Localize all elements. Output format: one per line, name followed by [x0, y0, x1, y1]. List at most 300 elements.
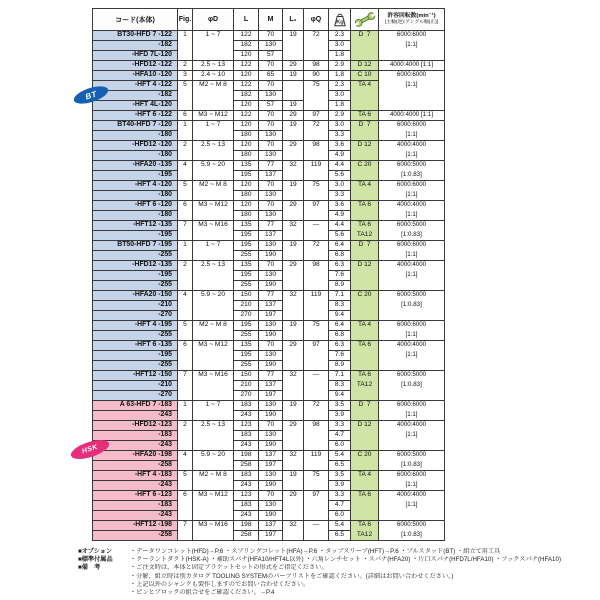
cell-dia: [192, 460, 233, 470]
cell-dia: M2 ~ M 8: [192, 320, 233, 330]
cell-m: 77: [258, 290, 282, 300]
note-label: [78, 589, 130, 597]
cell-weight: 4.7: [328, 430, 350, 440]
cell-l1: [282, 170, 303, 180]
cell-l: 182: [233, 40, 258, 50]
cell-fig: [177, 390, 192, 400]
cell-l1: [282, 280, 303, 290]
table-row: [93, 510, 444, 520]
table-row: [93, 500, 444, 510]
cell-dia: [192, 480, 233, 490]
cell-code: -195: [93, 230, 177, 240]
cell-l: 195: [233, 320, 258, 330]
header-rpm-line2: [主軸(逆):アングル軸(正)]: [384, 20, 439, 26]
table-row: [93, 520, 444, 530]
table-row: [93, 120, 444, 130]
cell-dia: [192, 90, 233, 100]
cell-rpm: [378, 50, 444, 60]
cell-rpm: [1:0.83]: [378, 300, 444, 310]
cell-weight: 6.5: [328, 460, 350, 470]
cell-dia: [192, 350, 233, 360]
cell-q: [303, 90, 328, 100]
table-row: [93, 530, 444, 540]
cell-code: -180: [93, 190, 177, 200]
cell-dia: 1 ~ 7: [192, 240, 233, 250]
table-row: [93, 50, 444, 60]
cell-weight: 4.4: [328, 220, 350, 230]
cell-m: 190: [258, 250, 282, 260]
cell-code: -HFT 4 -120: [93, 180, 177, 190]
cell-l1: [282, 40, 303, 50]
cell-fig: [177, 100, 192, 110]
cell-m: 130: [258, 320, 282, 330]
cell-weight: 1.8: [328, 70, 350, 80]
cell-dia: M3 ~ M12: [192, 340, 233, 350]
cell-fig: 4: [177, 160, 192, 170]
header-dia: φD: [192, 9, 233, 30]
cell-fig: 5: [177, 80, 192, 90]
cell-l1: 19: [282, 120, 303, 130]
cell-l1: [282, 350, 303, 360]
cell-weight: 8.3: [328, 300, 350, 310]
cell-l: 183: [233, 430, 258, 440]
cell-l1: [282, 500, 303, 510]
table-row: [93, 350, 444, 360]
cell-l: 180: [233, 210, 258, 220]
cell-m: 57: [258, 100, 282, 110]
cell-rpm: [1:0.83]: [378, 530, 444, 540]
cell-fig: [177, 90, 192, 100]
cell-fig: 5: [177, 470, 192, 480]
cell-rpm: 6000:5000: [378, 290, 444, 300]
cell-m: 130: [258, 240, 282, 250]
cell-l1: [282, 360, 303, 370]
cell-code: -HFT12 -150: [93, 370, 177, 380]
note-remarks-2: [78, 573, 593, 581]
cell-weight: 6.3: [328, 260, 350, 270]
cell-l1: [282, 460, 303, 470]
cell-code: -270: [93, 390, 177, 400]
cell-l1: 19: [282, 400, 303, 410]
cell-q: [303, 430, 328, 440]
cell-l: 120: [233, 50, 258, 60]
cell-tool-no: [350, 350, 378, 360]
cell-rpm: [1:1]: [378, 150, 444, 160]
note-label: ■オプション: [78, 548, 113, 555]
cell-l1: [282, 410, 303, 420]
cell-l1: [282, 310, 303, 320]
cell-weight: 3.5: [328, 470, 350, 480]
cell-code: -255: [93, 250, 177, 260]
cell-weight: 3.3: [328, 130, 350, 140]
cell-code: A 63-HFD 7 -183: [93, 400, 177, 410]
cell-l: 123: [233, 490, 258, 500]
cell-m: 130: [258, 90, 282, 100]
cell-m: 137: [258, 520, 282, 530]
cell-l1: 32: [282, 220, 303, 230]
cell-rpm: [378, 510, 444, 520]
cell-rpm: 6000:6000: [378, 400, 444, 410]
cell-tool-no: C 10: [350, 70, 378, 80]
cell-dia: [192, 210, 233, 220]
cell-weight: 6.5: [328, 530, 350, 540]
cell-tool-no: [350, 360, 378, 370]
cell-q: 119: [303, 160, 328, 170]
cell-fig: 5: [177, 320, 192, 330]
cell-l1: 29: [282, 420, 303, 430]
cell-rpm: [1:1]: [378, 250, 444, 260]
cell-fig: 1: [177, 120, 192, 130]
cell-m: 137: [258, 170, 282, 180]
cell-rpm: 6000:5000: [378, 160, 444, 170]
cell-tool-no: D 7: [350, 240, 378, 250]
table-row: [93, 190, 444, 200]
cell-l: 123: [233, 420, 258, 430]
cell-weight: 8.9: [328, 360, 350, 370]
cell-weight: 8.9: [328, 280, 350, 290]
table-row: [93, 70, 444, 80]
cell-m: 70: [258, 490, 282, 500]
cell-dia: M3 ~ M12: [192, 200, 233, 210]
cell-l: 120: [233, 70, 258, 80]
cell-rpm: [1:1]: [378, 80, 444, 90]
cell-tool-no: [350, 40, 378, 50]
cell-tool-no: D 12: [350, 140, 378, 150]
cell-l1: 19: [282, 180, 303, 190]
cell-weight: 9.4: [328, 310, 350, 320]
note-text: ・データワンコレット(HFD)→P.6 ・スプリングコレット(HFA)→P.6 ・タップスリーブ(HFT)→P.6 ・プルスタッド(BT) ・組立て用工具: [130, 548, 501, 555]
cell-q: [303, 410, 328, 420]
cell-dia: 5.9 ~ 20: [192, 160, 233, 170]
cell-rpm: [1:1]: [378, 130, 444, 140]
cell-dia: [192, 280, 233, 290]
cell-tool-no: TA 6: [350, 340, 378, 350]
cell-m: 130: [258, 150, 282, 160]
cell-l1: 19: [282, 320, 303, 330]
table-row: [93, 450, 444, 460]
cell-weight: 9.4: [328, 390, 350, 400]
cell-m: 70: [258, 340, 282, 350]
cell-rpm: [1:1]: [378, 500, 444, 510]
cell-m: 197: [258, 530, 282, 540]
cell-q: [303, 50, 328, 60]
cell-weight: 2.3: [328, 30, 350, 40]
cell-rpm: 6000:5000: [378, 220, 444, 230]
cell-code: -183: [93, 430, 177, 440]
cell-fig: [177, 510, 192, 520]
cell-tool-no: [350, 460, 378, 470]
cell-code: BT40-HFD 7 -120: [93, 120, 177, 130]
cell-tool-no: [350, 510, 378, 520]
cell-weight: 7.1: [328, 290, 350, 300]
cell-m: 70: [258, 60, 282, 70]
cell-l: 258: [233, 530, 258, 540]
cell-m: 77: [258, 160, 282, 170]
cell-l1: [282, 50, 303, 60]
cell-rpm: [1:0.83]: [378, 380, 444, 390]
cell-weight: 6.0: [328, 510, 350, 520]
cell-tool-no: [350, 100, 378, 110]
cell-dia: [192, 430, 233, 440]
cell-l: 120: [233, 100, 258, 110]
cell-l: 122: [233, 30, 258, 40]
cell-fig: [177, 330, 192, 340]
cell-weight: 2.3: [328, 80, 350, 90]
cell-fig: [177, 40, 192, 50]
cell-code: -180: [93, 210, 177, 220]
cell-weight: 4.7: [328, 500, 350, 510]
cell-rpm: [1:1]: [378, 330, 444, 340]
table-row: [93, 360, 444, 370]
cell-l1: 29: [282, 140, 303, 150]
cell-tool-no: TA 4: [350, 80, 378, 90]
cell-dia: M2 ~ M 8: [192, 80, 233, 90]
cell-fig: 4: [177, 450, 192, 460]
note-options: [78, 548, 593, 556]
table-row: [93, 90, 444, 100]
cell-m: 65: [258, 70, 282, 80]
cell-tool-no: TA 4: [350, 180, 378, 190]
cell-code: -HFA20 -150: [93, 290, 177, 300]
cell-l1: [282, 440, 303, 450]
cell-l: 243: [233, 510, 258, 520]
cell-fig: 2: [177, 60, 192, 70]
table-row: [93, 140, 444, 150]
cell-dia: [192, 380, 233, 390]
cell-rpm: 4000:4000: [378, 140, 444, 150]
cell-rpm: 4000:4000: [378, 490, 444, 500]
cell-l: 255: [233, 250, 258, 260]
cell-q: 98: [303, 140, 328, 150]
cell-m: 190: [258, 360, 282, 370]
cell-rpm: 4000:4000: [378, 420, 444, 430]
cell-dia: [192, 50, 233, 60]
cell-l: 210: [233, 380, 258, 390]
cell-l: 183: [233, 500, 258, 510]
cell-code: -258: [93, 460, 177, 470]
table-body: [93, 30, 444, 540]
table-row: [93, 230, 444, 240]
cell-q: [303, 280, 328, 290]
cell-code: -258: [93, 530, 177, 540]
cell-rpm: 4000:4000 [1:1]: [378, 110, 444, 120]
cell-l: 195: [233, 170, 258, 180]
cell-weight: 3.9: [328, 480, 350, 490]
cell-fig: 1: [177, 400, 192, 410]
cell-rpm: [1:0.83]: [378, 170, 444, 180]
table-row: [93, 480, 444, 490]
cell-dia: [192, 440, 233, 450]
table-row: [93, 30, 444, 40]
cell-m: 70: [258, 260, 282, 270]
cell-m: 190: [258, 480, 282, 490]
cell-tool-no: [350, 440, 378, 450]
cell-dia: [192, 40, 233, 50]
cell-tool-no: [350, 170, 378, 180]
cell-weight: 3.5: [328, 400, 350, 410]
cell-rpm: 6000:6000: [378, 470, 444, 480]
cell-q: [303, 210, 328, 220]
cell-tool-no: [350, 130, 378, 140]
cell-code: -195: [93, 170, 177, 180]
cell-dia: M3 ~ M16: [192, 370, 233, 380]
cell-l: 255: [233, 360, 258, 370]
cell-tool-no: [350, 280, 378, 290]
cell-q: [303, 150, 328, 160]
cell-weight: 2.9: [328, 110, 350, 120]
cell-rpm: [1:1]: [378, 40, 444, 50]
table-row: [93, 380, 444, 390]
cell-fig: 6: [177, 110, 192, 120]
cell-fig: [177, 270, 192, 280]
table-row: [93, 440, 444, 450]
cell-tool-no: D 7: [350, 120, 378, 130]
cell-code: -HFT12 -198: [93, 520, 177, 530]
header-rpm-line1: 許容回転数(min⁻¹): [387, 13, 436, 20]
cell-rpm: 6000:6000: [378, 180, 444, 190]
cell-dia: 1 ~ 7: [192, 120, 233, 130]
note-accessories: [78, 556, 593, 564]
cell-m: 190: [258, 410, 282, 420]
cell-l1: 29: [282, 260, 303, 270]
cell-m: 70: [258, 200, 282, 210]
cell-l1: 32: [282, 450, 303, 460]
cell-dia: M2 ~ M 8: [192, 180, 233, 190]
cell-weight: 6.4: [328, 240, 350, 250]
cell-code: -HFT 4 -183: [93, 470, 177, 480]
cell-fig: [177, 480, 192, 490]
cell-q: 75: [303, 320, 328, 330]
cell-m: 57: [258, 50, 282, 60]
cell-tool-no: TA 4: [350, 320, 378, 330]
header-q: φQ: [303, 9, 328, 30]
cell-weight: 4.9: [328, 210, 350, 220]
cell-code: -HFT 6 -120: [93, 200, 177, 210]
cell-m: 70: [258, 120, 282, 130]
cell-q: [303, 250, 328, 260]
note-text: ・分解、組立時は別カタログ TOOLING SYSTEMのパーツリストをご確認ください。(詳細はお問い合わせください。): [130, 572, 454, 580]
cell-weight: 3.0: [328, 180, 350, 190]
cell-tool-no: D 12: [350, 60, 378, 70]
cell-tool-no: C 20: [350, 160, 378, 170]
cell-fig: 2: [177, 140, 192, 150]
cell-rpm: 6000:6000: [378, 240, 444, 250]
cell-l: 183: [233, 400, 258, 410]
cell-rpm: [378, 360, 444, 370]
cell-fig: [177, 440, 192, 450]
cell-code: -182: [93, 40, 177, 50]
cell-rpm: [1:1]: [378, 270, 444, 280]
cell-tool-no: C 20: [350, 290, 378, 300]
cell-fig: [177, 300, 192, 310]
table-row: [93, 390, 444, 400]
table-row: [93, 180, 444, 190]
cell-dia: 5.9 ~ 20: [192, 290, 233, 300]
cell-dia: [192, 100, 233, 110]
cell-q: [303, 440, 328, 450]
weight-kg-icon: [333, 12, 347, 28]
cell-code: -HFD12 -135: [93, 260, 177, 270]
cell-l1: [282, 130, 303, 140]
cell-rpm: [378, 390, 444, 400]
spec-table: [92, 8, 445, 541]
cell-code: -180: [93, 130, 177, 140]
cell-q: 97: [303, 340, 328, 350]
cell-weight: 3.6: [328, 140, 350, 150]
table-row: [93, 80, 444, 90]
cell-q: [303, 530, 328, 540]
cell-q: 72: [303, 400, 328, 410]
cell-dia: [192, 250, 233, 260]
cell-code: -HFT 4 -195: [93, 320, 177, 330]
cell-tool-no: TA 6: [350, 490, 378, 500]
cell-fig: [177, 190, 192, 200]
cell-q: [303, 380, 328, 390]
cell-m: 190: [258, 440, 282, 450]
cell-code: -243: [93, 480, 177, 490]
cell-l1: 19: [282, 30, 303, 40]
cell-weight: 1.8: [328, 100, 350, 110]
header-rpm: [378, 9, 444, 30]
header-l1: L₁: [282, 9, 303, 30]
table-row: [93, 310, 444, 320]
hsk-shank-badge: HSK: [69, 436, 112, 463]
cell-rpm: [378, 90, 444, 100]
cell-q: [303, 230, 328, 240]
header-code: コード(本体): [93, 9, 177, 30]
table-row: [93, 220, 444, 230]
cell-l1: [282, 530, 303, 540]
cell-m: 190: [258, 510, 282, 520]
table-row: [93, 410, 444, 420]
cell-fig: [177, 150, 192, 160]
cell-dia: 5.9 ~ 20: [192, 450, 233, 460]
table-row: [93, 370, 444, 380]
cell-code: -243: [93, 410, 177, 420]
cell-weight: 3.0: [328, 40, 350, 50]
cell-code: -210: [93, 380, 177, 390]
cell-weight: 6.0: [328, 440, 350, 450]
cell-tool-no: [350, 330, 378, 340]
cell-rpm: 6000:6000: [378, 70, 444, 80]
table-row: [93, 100, 444, 110]
cell-m: 190: [258, 330, 282, 340]
cell-rpm: 6000:5000: [378, 370, 444, 380]
cell-m: 197: [258, 310, 282, 320]
cell-q: [303, 390, 328, 400]
cell-q: [303, 310, 328, 320]
cell-q: ―: [303, 370, 328, 380]
cell-weight: 2.9: [328, 60, 350, 70]
cell-tool-no: [350, 50, 378, 60]
cell-dia: 2.5 ~ 13: [192, 140, 233, 150]
cell-weight: 5.6: [328, 230, 350, 240]
cell-fig: [177, 430, 192, 440]
cell-dia: [192, 310, 233, 320]
cell-l1: [282, 190, 303, 200]
cell-dia: [192, 150, 233, 160]
cell-q: 75: [303, 470, 328, 480]
cell-q: 98: [303, 420, 328, 430]
cell-l: 198: [233, 520, 258, 530]
cell-tool-no: TA 4: [350, 470, 378, 480]
cell-l1: 29: [282, 340, 303, 350]
cell-dia: 2.4 ~ 10: [192, 70, 233, 80]
cell-m: 70: [258, 80, 282, 90]
cell-l: 135: [233, 220, 258, 230]
cell-q: [303, 350, 328, 360]
cell-l: 120: [233, 200, 258, 210]
